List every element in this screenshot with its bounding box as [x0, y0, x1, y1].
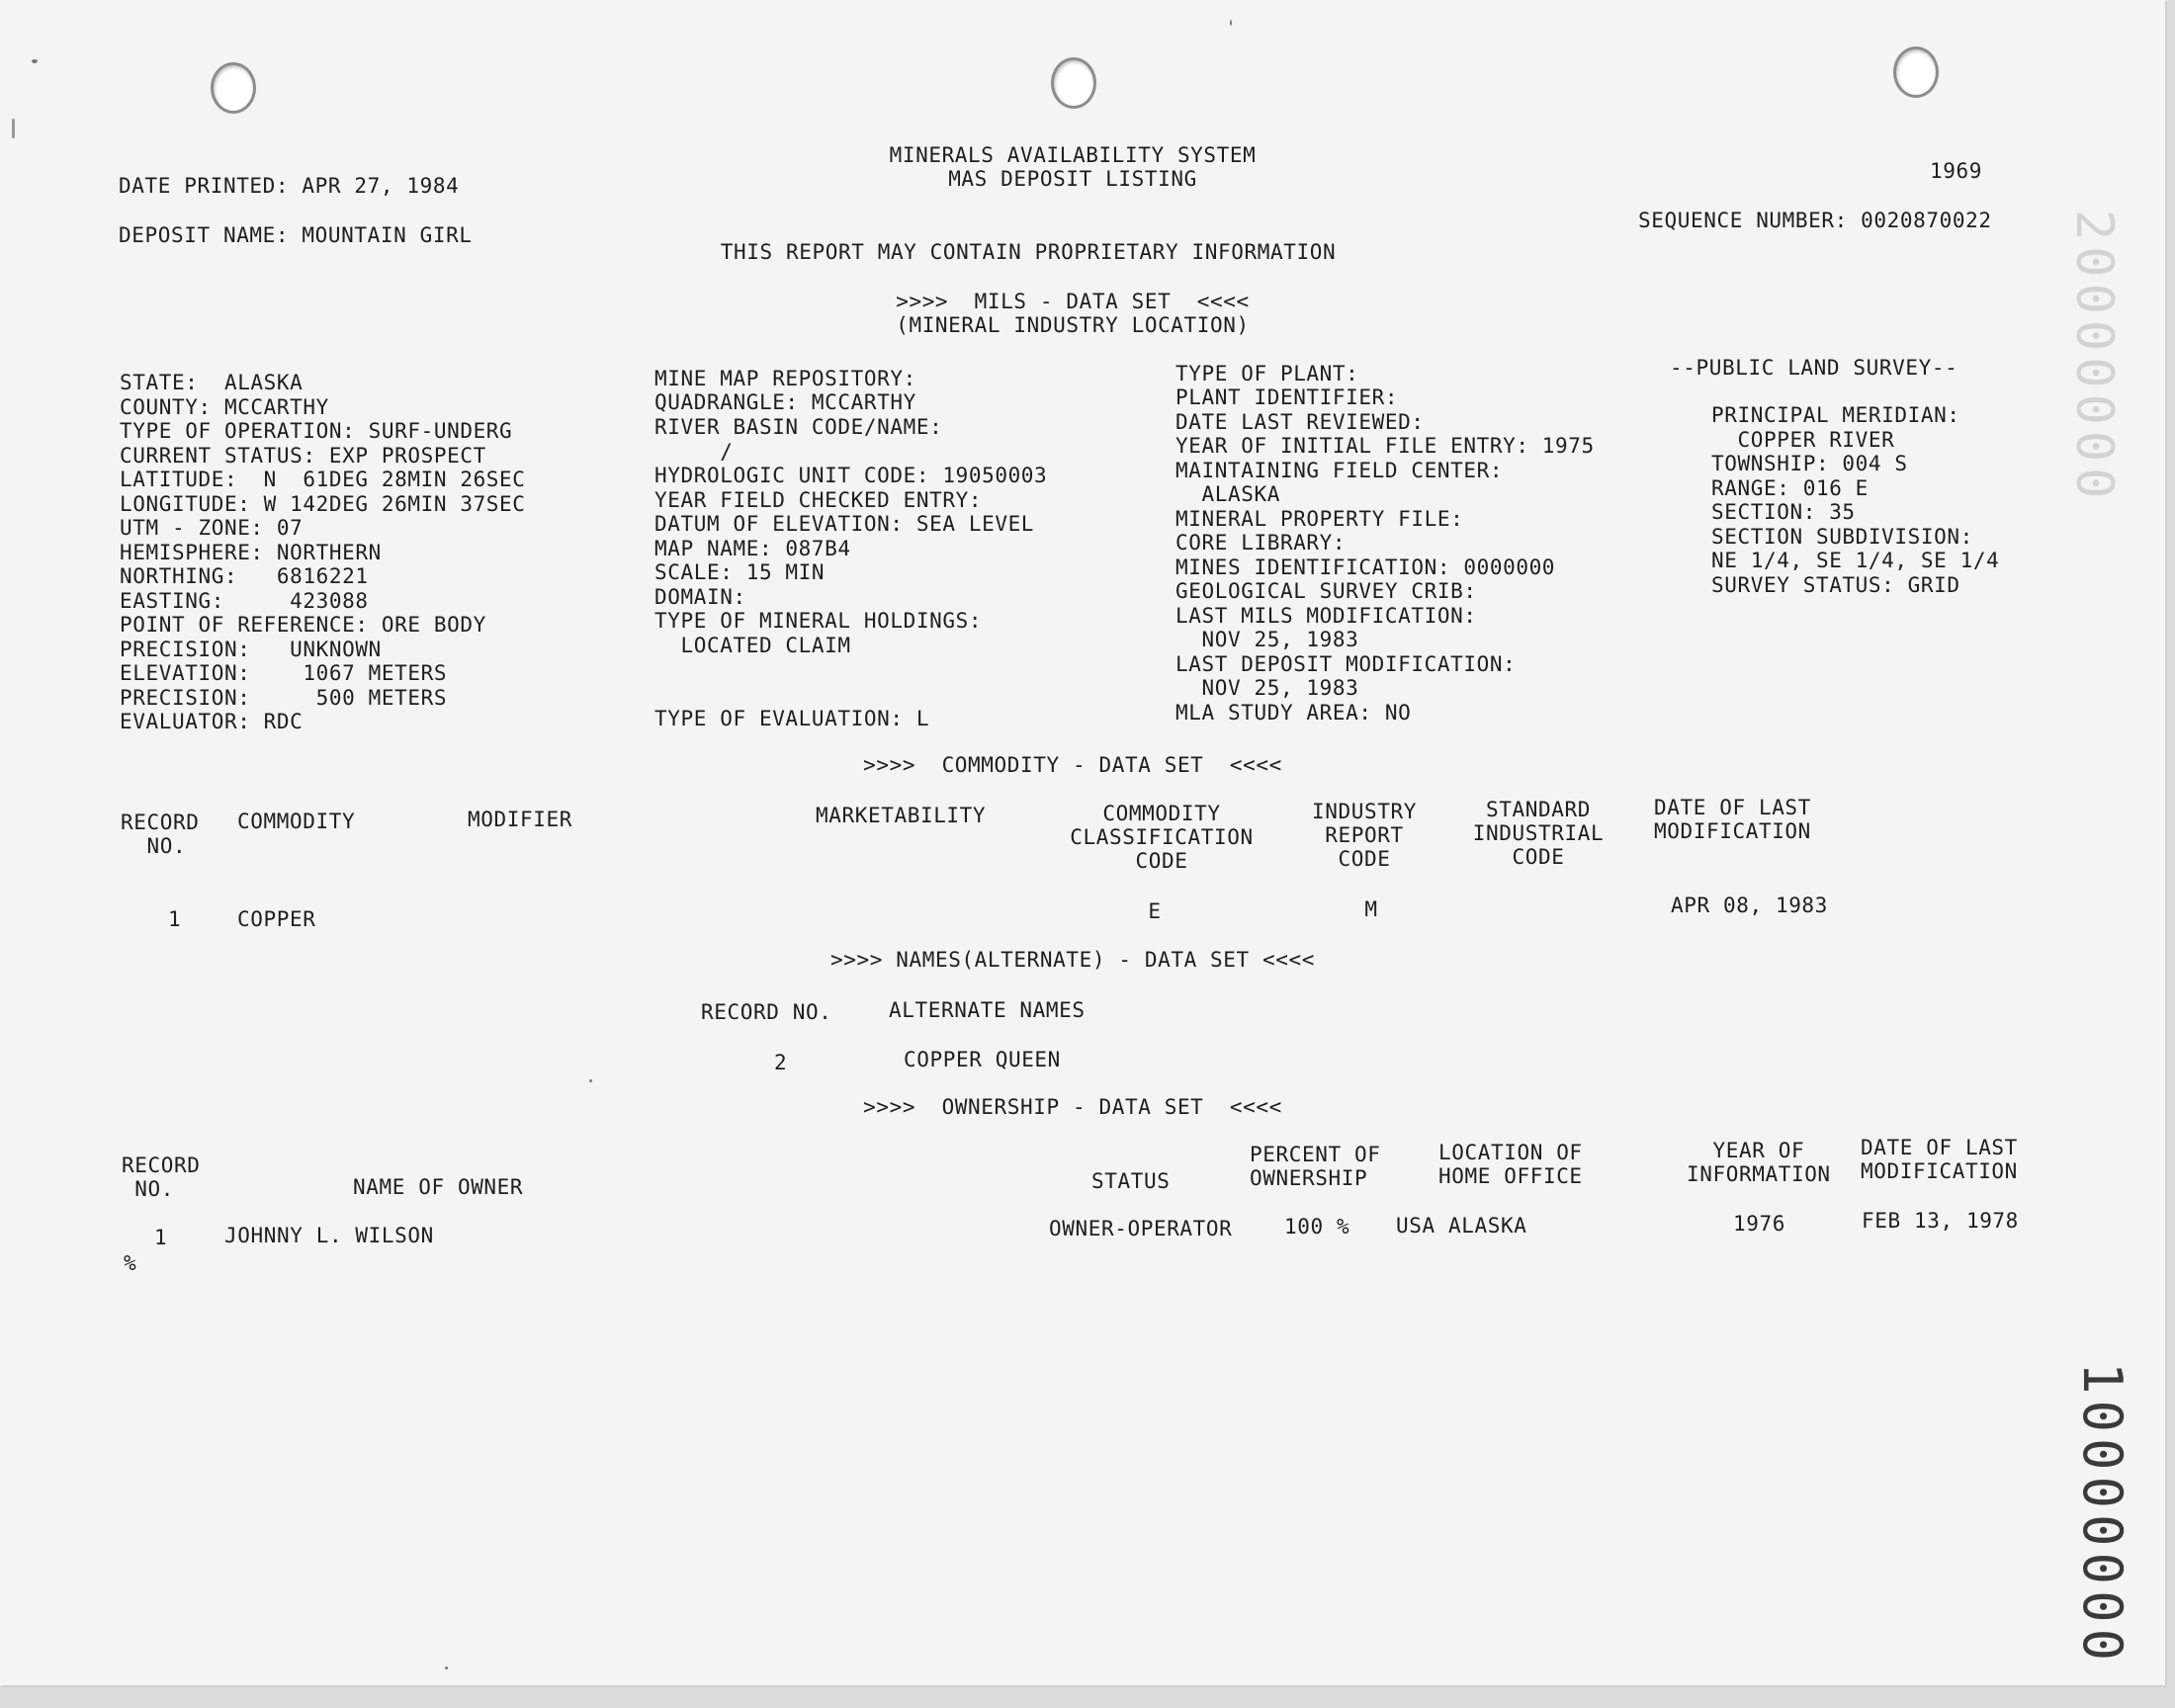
field-type-of-plant: TYPE OF PLANT: — [1175, 362, 1359, 385]
mils-subheading: (MINERAL INDUSTRY LOCATION) — [896, 313, 1250, 337]
field-township: TOWNSHIP: 004 S — [1711, 452, 1908, 475]
ownership-header-record: RECORD NO. — [122, 1153, 201, 1201]
ownership-row-owner: JOHNNY L. WILSON — [224, 1224, 434, 1247]
ownership-header-year: YEAR OF INFORMATION — [1687, 1139, 1831, 1186]
ownership-header-last-modification: DATE OF LAST MODIFICATION — [1861, 1136, 2018, 1183]
field-current-status: CURRENT STATUS: EXP PROSPECT — [120, 444, 486, 468]
commodity-header-modifier: MODIFIER — [468, 808, 572, 831]
commodity-heading: >>>> COMMODITY - DATA SET <<<< — [863, 753, 1282, 777]
commodity-header-classification: COMMODITY CLASSIFICATION CODE — [1070, 802, 1254, 873]
field-date-last-reviewed: DATE LAST REVIEWED: — [1175, 410, 1425, 434]
paper-speck — [1230, 20, 1232, 26]
field-survey-status: SURVEY STATUS: GRID — [1711, 573, 1960, 597]
field-datum-of-elevation: DATUM OF ELEVATION: SEA LEVEL — [654, 512, 1035, 536]
binder-hole-center — [1051, 57, 1096, 109]
page-number: 1969 — [1930, 159, 1982, 183]
field-core-library: CORE LIBRARY: — [1175, 531, 1347, 555]
field-hemisphere: HEMISPHERE: NORTHERN — [120, 541, 382, 564]
faint-film-stamp: 20000000 — [2064, 210, 2124, 505]
field-northing: NORTHING: 6816221 — [120, 564, 369, 588]
proprietary-notice: THIS REPORT MAY CONTAIN PROPRIETARY INFORMATION — [720, 240, 1337, 264]
field-plant-identifier: PLANT IDENTIFIER: — [1175, 385, 1399, 409]
field-section: SECTION: 35 — [1711, 500, 1856, 524]
field-scale: SCALE: 15 MIN — [654, 560, 826, 584]
field-easting: EASTING: 423088 — [120, 589, 369, 613]
paper-speck — [32, 59, 38, 63]
ownership-row-percent: 100 % — [1284, 1215, 1350, 1238]
field-mineral-property-file: MINERAL PROPERTY FILE: — [1175, 507, 1464, 531]
commodity-header-record: RECORD NO. — [121, 811, 200, 858]
field-state: STATE: ALASKA — [120, 371, 304, 394]
ownership-row-status: OWNER-OPERATOR — [1049, 1217, 1233, 1240]
field-maintaining-center: MAINTAINING FIELD CENTER: — [1175, 459, 1504, 482]
field-geological-survey-crib: GEOLOGICAL SURVEY CRIB: — [1175, 579, 1477, 603]
field-county: COUNTY: MCCARTHY — [120, 395, 329, 419]
commodity-header-marketability: MARKETABILITY — [816, 804, 987, 827]
listing-title: MAS DEPOSIT LISTING — [948, 167, 1197, 191]
commodity-header-industry-code: INDUSTRY REPORT CODE — [1312, 800, 1417, 871]
field-hydrologic-unit: HYDROLOGIC UNIT CODE: 19050003 — [654, 464, 1048, 487]
field-mines-identification: MINES IDENTIFICATION: 0000000 — [1175, 555, 1556, 579]
field-operation-type: TYPE OF OPERATION: SURF-UNDERG — [120, 419, 513, 443]
commodity-row-name: COPPER — [237, 907, 316, 931]
field-latitude: LATITUDE: N 61DEG 28MIN 26SEC — [120, 468, 526, 491]
ownership-row-year: 1976 — [1733, 1212, 1785, 1236]
commodity-header-commodity: COMMODITY — [237, 810, 356, 833]
field-precision: PRECISION: UNKNOWN — [120, 638, 382, 661]
field-last-mils-modification: LAST MILS MODIFICATION: — [1175, 604, 1477, 628]
field-maintaining-center-value: ALASKA — [1175, 482, 1280, 506]
field-point-of-reference: POINT OF REFERENCE: ORE BODY — [120, 613, 486, 637]
field-river-basin: RIVER BASIN CODE/NAME: — [654, 415, 943, 439]
names-heading: >>>> NAMES(ALTERNATE) - DATA SET <<<< — [830, 948, 1315, 972]
field-section-subdivision: SECTION SUBDIVISION: — [1711, 525, 1973, 549]
ownership-header-location: LOCATION OF HOME OFFICE — [1438, 1141, 1583, 1188]
deposit-name: DEPOSIT NAME: MOUNTAIN GIRL — [119, 223, 473, 247]
ownership-heading: >>>> OWNERSHIP - DATA SET <<<< — [863, 1095, 1282, 1119]
film-number-stamp: 10000000 — [2071, 1362, 2133, 1667]
sequence-number: SEQUENCE NUMBER: 0020870022 — [1638, 209, 1992, 232]
commodity-header-sic: STANDARD INDUSTRIAL CODE — [1472, 798, 1605, 869]
paper-speck — [445, 1666, 448, 1669]
field-mineral-holdings: TYPE OF MINERAL HOLDINGS: — [654, 609, 983, 633]
commodity-row-record: 1 — [168, 907, 182, 931]
date-printed: DATE PRINTED: APR 27, 1984 — [119, 174, 460, 198]
field-river-basin-value: / — [654, 440, 734, 464]
field-last-mils-modification-value: NOV 25, 1983 — [1175, 628, 1359, 651]
field-elevation: ELEVATION: 1067 METERS — [120, 661, 448, 685]
listing-terminator: % — [124, 1251, 137, 1275]
ownership-row-record: 1 — [154, 1226, 168, 1249]
ownership-header-percent: PERCENT OF OWNERSHIP — [1250, 1143, 1381, 1190]
mils-heading: >>>> MILS - DATA SET <<<< — [896, 290, 1250, 313]
paper-speck — [12, 119, 15, 138]
ownership-row-last-modification: FEB 13, 1978 — [1862, 1209, 2019, 1233]
field-year-field-checked: YEAR FIELD CHECKED ENTRY: — [654, 488, 983, 512]
commodity-row-last-modification: APR 08, 1983 — [1671, 894, 1828, 917]
system-title: MINERALS AVAILABILITY SYSTEM — [889, 143, 1257, 167]
field-range: RANGE: 016 E — [1711, 476, 1869, 500]
paper-speck — [589, 1079, 592, 1082]
ownership-header-owner: NAME OF OWNER — [353, 1175, 524, 1199]
field-domain: DOMAIN: — [654, 585, 746, 609]
names-row-name: COPPER QUEEN — [904, 1048, 1061, 1071]
field-type-of-evaluation: TYPE OF EVALUATION: L — [654, 707, 930, 730]
field-year-initial-entry: YEAR OF INITIAL FILE ENTRY: 1975 — [1175, 434, 1595, 458]
field-principal-meridian-value: COPPER RIVER — [1711, 428, 1895, 452]
names-header-names: ALTERNATE NAMES — [889, 998, 1086, 1022]
names-row-record: 2 — [774, 1051, 788, 1074]
field-evaluator: EVALUATOR: RDC — [120, 710, 304, 733]
field-longitude: LONGITUDE: W 142DEG 26MIN 37SEC — [120, 492, 526, 516]
field-quadrangle: QUADRANGLE: MCCARTHY — [654, 390, 916, 414]
field-mla-study-area: MLA STUDY AREA: NO — [1175, 701, 1412, 725]
names-header-record: RECORD NO. — [701, 1000, 832, 1024]
field-elevation-precision: PRECISION: 500 METERS — [120, 686, 448, 710]
ownership-row-location: USA ALASKA — [1396, 1214, 1527, 1238]
field-last-deposit-modification: LAST DEPOSIT MODIFICATION: — [1175, 652, 1517, 676]
field-principal-meridian: PRINCIPAL MERIDIAN: — [1711, 403, 1960, 427]
binder-hole-right — [1893, 46, 1939, 98]
pls-title: --PUBLIC LAND SURVEY-- — [1670, 356, 1958, 380]
binder-hole-left — [211, 62, 256, 114]
field-mine-map-repository: MINE MAP REPOSITORY: — [654, 367, 916, 390]
ownership-header-status: STATUS — [1091, 1169, 1171, 1193]
commodity-row-industry-code: M — [1364, 897, 1378, 921]
commodity-header-last-modification: DATE OF LAST MODIFICATION — [1654, 796, 1811, 843]
field-mineral-holdings-value: LOCATED CLAIM — [654, 634, 851, 657]
field-last-deposit-modification-value: NOV 25, 1983 — [1175, 676, 1359, 700]
commodity-row-classification: E — [1148, 899, 1162, 923]
field-section-subdivision-value: NE 1/4, SE 1/4, SE 1/4 — [1711, 549, 2000, 572]
field-utm-zone: UTM - ZONE: 07 — [120, 516, 304, 540]
field-map-name: MAP NAME: 087B4 — [654, 537, 851, 560]
